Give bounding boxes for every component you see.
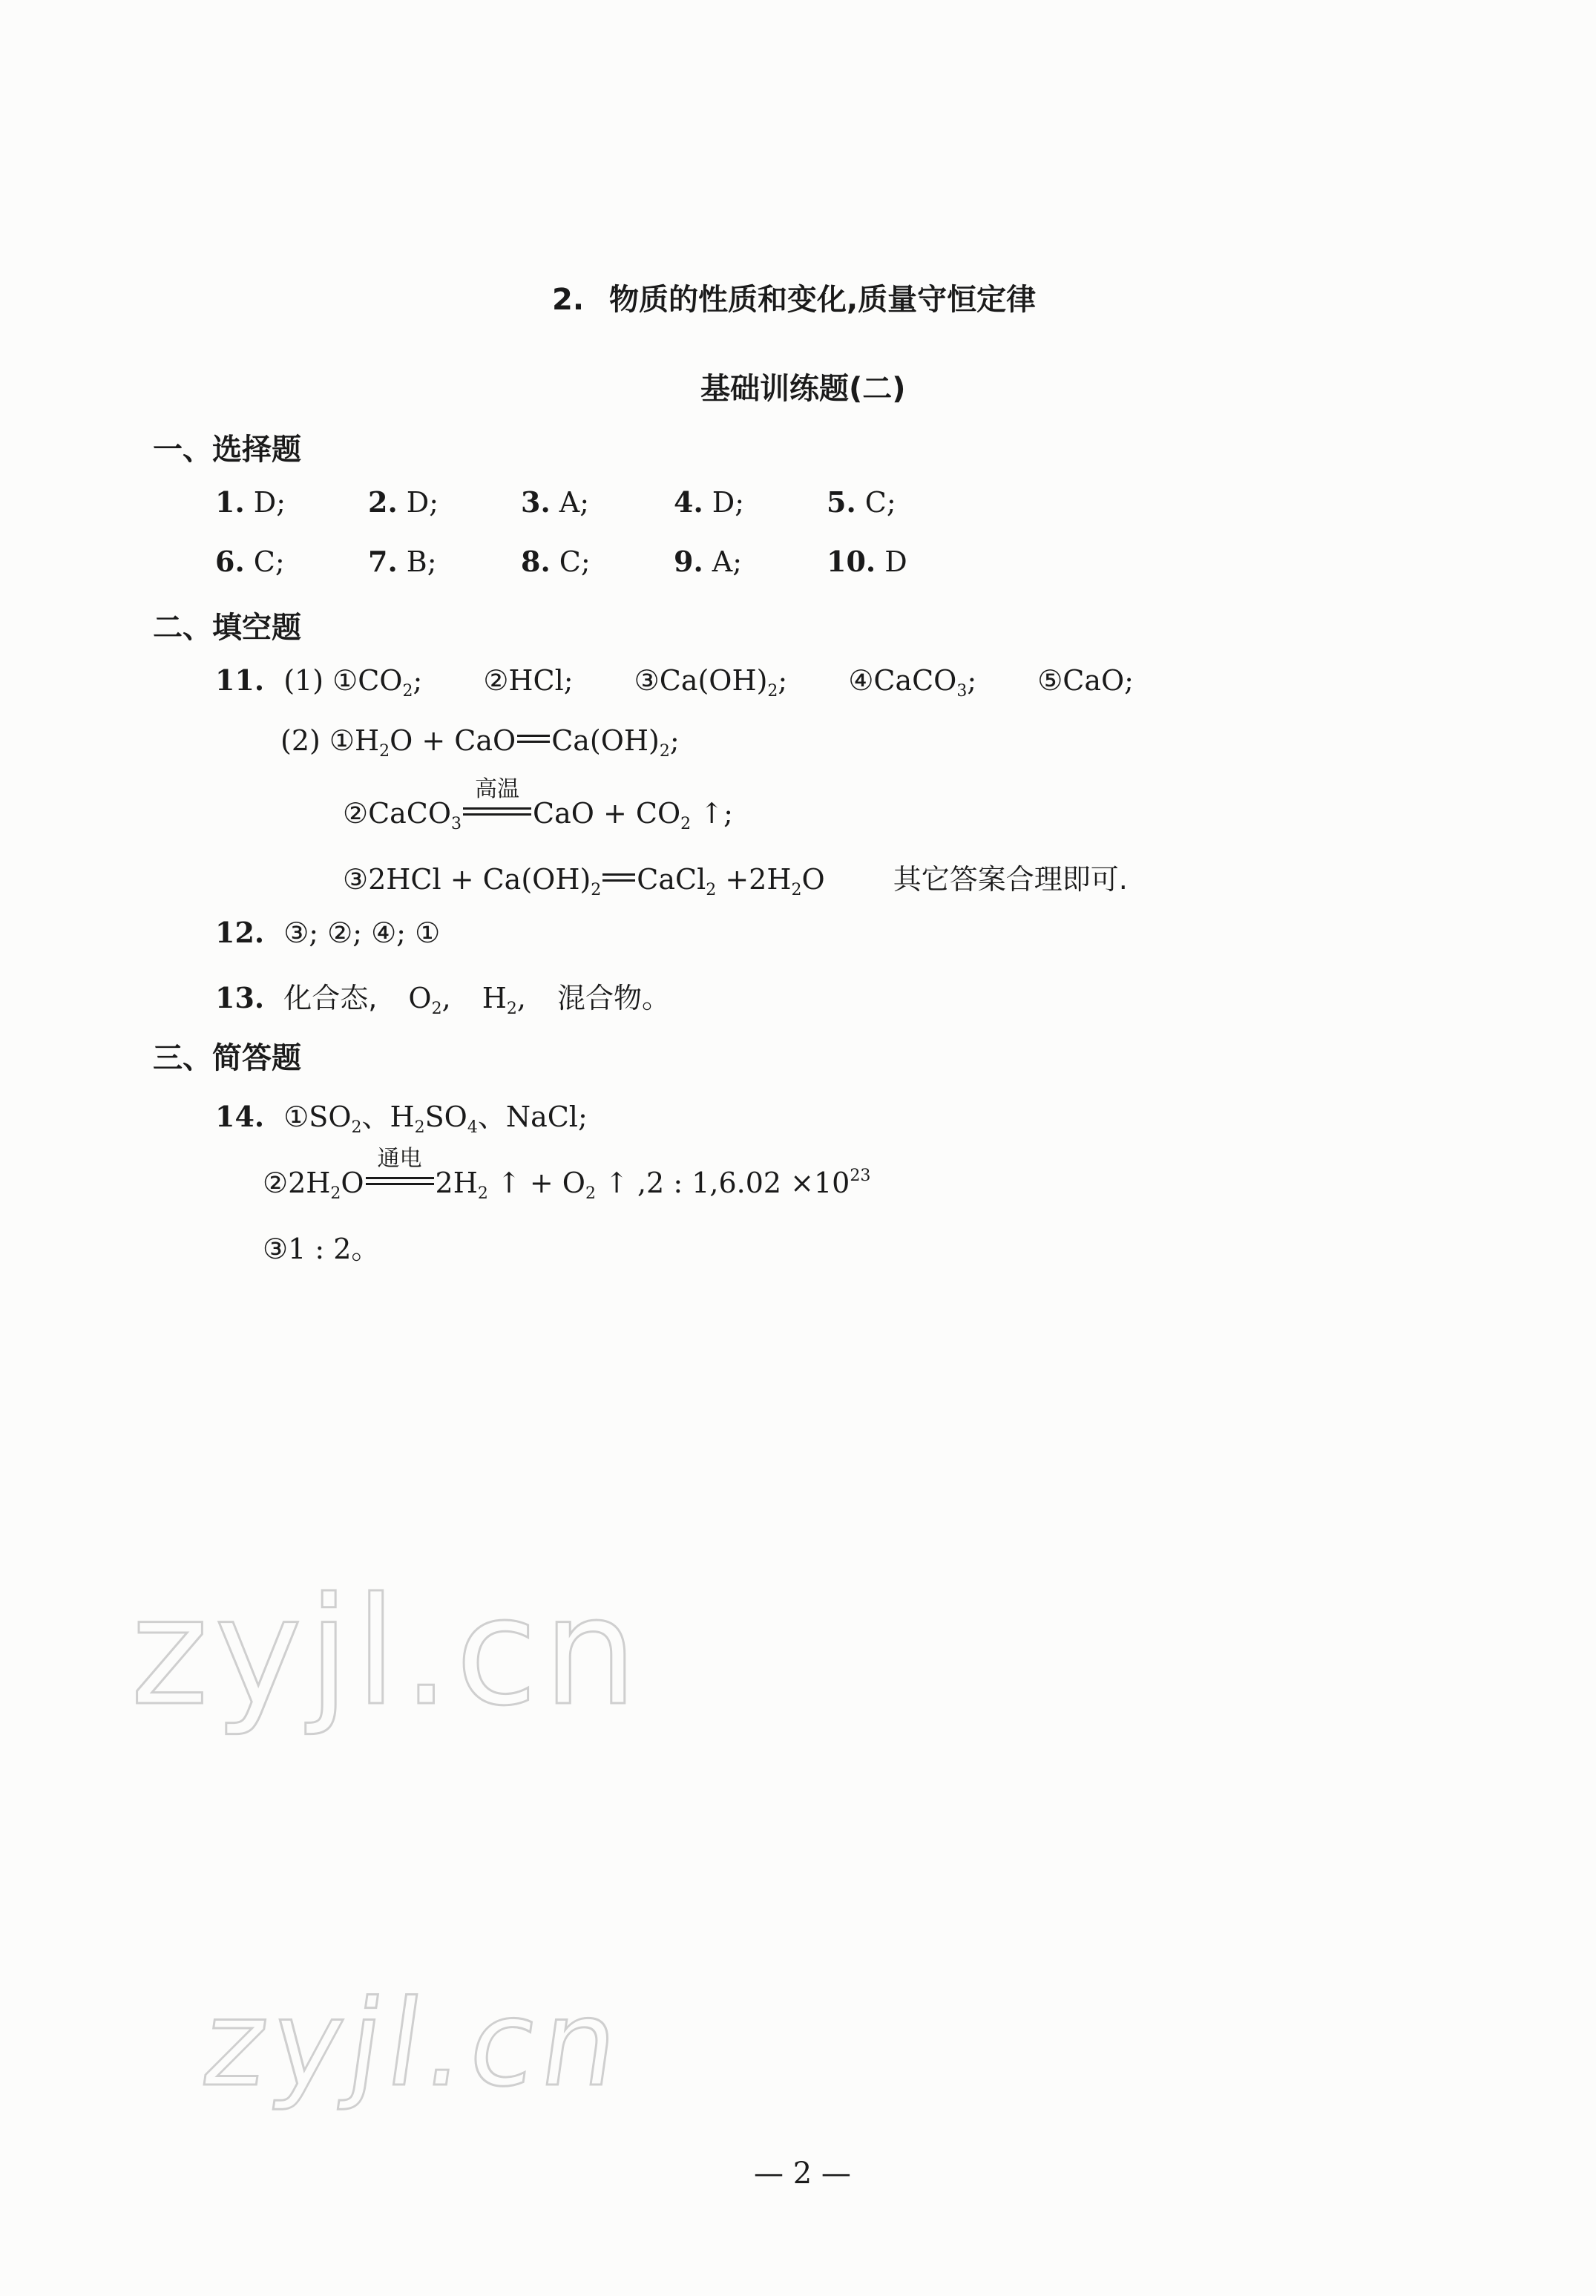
reaction-condition: 通电	[366, 1167, 434, 1199]
mc-item: 2. D;	[368, 485, 439, 519]
q14-line3: ③1 : 2。	[263, 1233, 380, 1265]
page-title	[552, 276, 1036, 318]
title-text: 物质的性质和变化,质量守恒定律	[608, 283, 1037, 317]
q14-line2: $②2H_2O$ 通电 $2H_2$ ↑ + $O_2$ ↑ ,2 : $1,6.02 \times 10^{23}$	[263, 1146, 871, 1203]
subtitle: 基础训练题(二)	[700, 372, 906, 406]
q12: 12. ③; ②; ④; ①	[215, 916, 441, 949]
mc-item: 9. A;	[674, 545, 743, 578]
q11-part1: 11. (1) $①CO_2$; ②HCl; $③Ca(OH)_2$; ④CaCO$_3$; ⑤CaO;	[215, 663, 1134, 701]
section-heading-choice: 一、选择题	[153, 433, 301, 467]
section-heading-fill: 二、填空题	[153, 611, 301, 645]
mc-item: 4. D;	[674, 485, 745, 519]
mc-row-1	[215, 485, 979, 519]
q14-line1: 14. $①SO_2$、$H_2SO_4$、NaCl;	[215, 1100, 588, 1137]
q11-eq3: ③2HCl + $Ca(OH)_2$ CaCl$_2$ $+2H_2O$ 其它答案合理即可.	[343, 863, 1128, 899]
mc-item: 5. C;	[827, 485, 896, 519]
mc-item: 3. A;	[521, 485, 590, 519]
mc-item: 8. C;	[521, 545, 591, 578]
section-heading-short: 三、简答题	[153, 1041, 301, 1075]
watermark-logo: zyjl.cn	[131, 1566, 643, 1739]
mc-row-2	[215, 545, 979, 578]
mc-item: 6. C;	[215, 545, 285, 578]
q13: 13. 化合态, $O_2$, $H_2$, 混合物。	[215, 981, 671, 1018]
page-number: — 2 —	[754, 2156, 851, 2191]
title-number: 2.	[552, 283, 585, 317]
reaction-condition: 高温	[463, 797, 531, 830]
watermark-logo: zyjl.cn	[194, 1974, 633, 2113]
q11-eq1: (2) $①H_2O$ + CaO $Ca(OH)_2$;	[280, 724, 680, 761]
mc-item: 1. D;	[215, 485, 286, 519]
mc-item: 7. B;	[368, 545, 437, 578]
mc-item: 10. D	[827, 545, 907, 578]
q11-eq2: ②CaCO$_3$ 高温 CaO + $CO_2$ ↑;	[343, 776, 733, 833]
